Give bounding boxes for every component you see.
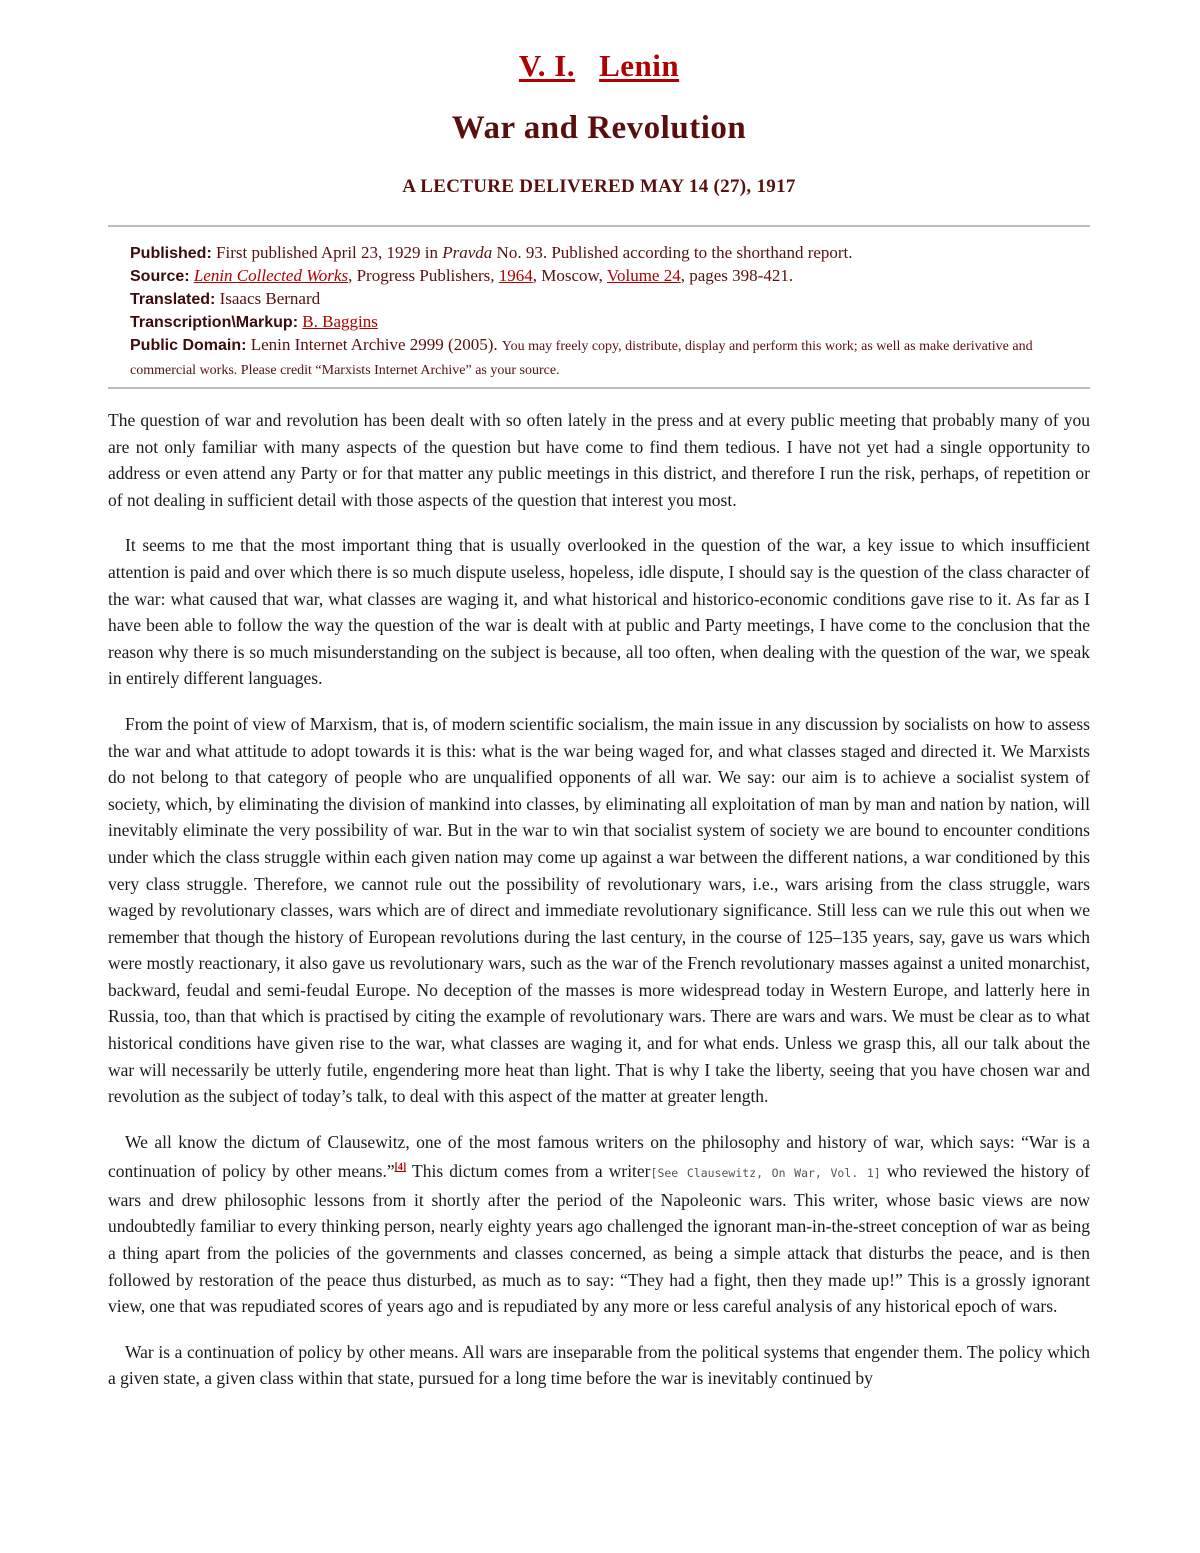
author-first-link[interactable]: V. I.	[518, 48, 576, 83]
markup-link[interactable]: B. Baggins	[302, 312, 378, 331]
document-page	[108, 0, 1090, 1392]
source-text-3: , pages 398-421.	[680, 266, 794, 285]
divider-bottom	[108, 387, 1090, 389]
p4-text-a: We all know the dictum of Clausewitz, one of the most famous writers on the philosophy and history of war, which says: “War is a continuation of policy by other means.”	[108, 1131, 1090, 1182]
translated-line	[130, 288, 1090, 311]
public-domain-notice: You may freely copy, distribute, display and perform this work; as well as make derivative and commercial works. Please credit “Marxists Internet Archive” as your source.	[130, 339, 1033, 378]
publication-info	[108, 227, 1090, 382]
markup-line	[130, 311, 1090, 334]
year-link[interactable]: 1964	[498, 266, 533, 285]
body-paragraph-5: War is a continuation of policy by other means. All wars are inseparable from the political systems that engender them. The policy which a given state, a given class within that state, pursued for a long time before the war is inevitably continued by	[108, 1341, 1090, 1389]
footnote-link[interactable]: [4]	[394, 1162, 407, 1174]
volume-link[interactable]: Volume 24	[606, 266, 681, 285]
translated-label: Translated:	[130, 291, 216, 308]
body-paragraph-2: It seems to me that the most important thing that is usually overlooked in the question of the war, a key issue to which insufficient attention is paid and over which there is so much dispute useless, hopeless, idle dispute, I should say is the question of the class character of the war: what caused that war, what classes are waging it, and what historical and historico-economic conditions gave rise to it. As far as I have been able to follow the way the question of the war is dealt with at public and Party meetings, I have come to the conclusion that the reason why there is so much misunderstanding on the subject is because, all too often, when dealing with the question of the war, we speak in entirely different languages.	[108, 535, 1090, 689]
collected-works-link[interactable]: Lenin Collected Works	[193, 266, 349, 285]
published-text: First published April 23, 1929 in	[211, 243, 443, 262]
body-paragraph-3: From the point of view of Marxism, that is, of modern scientific socialism, the main issue in any discussion by socialists on how to assess the war and what attitude to adopt towards it is this: what is the war being waged for, and what classes staged and directed it. We Marxists do not belong to that category of people who are unqualified opponents of all war. We say: our aim is to achieve a socialist system of society, which, by eliminating the division of mankind into classes, by eliminating all exploitation of man by man and nation by nation, will inevitably eliminate the very possibility of war. But in the war to win that socialist system of society we are bound to encounter conditions under which the class struggle within each given nation may come up against a war between the different nations, a war conditioned by this very class struggle. Therefore, we cannot rule out the possibility of revolutionary wars, i.e., wars arising from the class struggle, wars waged by revolutionary classes, wars which are of direct and immediate revolutionary significance. Still less can we rule this out when we remember that though the history of European revolutions during the last century, in the course of 125–135 years, say, gave us wars which were mostly reactionary, it also gave us revolutionary wars, such as the war of the French revolutionary masses against a united monarchist, backward, feudal and semi-feudal Europe. No deception of the masses is more widespread today in Western Europe, and latterly here in Russia, too, than that which is practised by citing the example of revolutionary wars. There are wars and wars. We must be clear as to what historical conditions have given rise to the war, what classes are waging it, and for what ends. Unless we grasp this, all our talk about the war will necessarily be utterly futile, engendering more heat than light. That is why I take the liberty, seeing that you have chosen war and revolution as the subject of today’s talk, to deal with this aspect of the matter at greater length.	[108, 713, 1090, 1107]
page-subtitle: A LECTURE DELIVERED MAY 14 (27), 1917	[402, 176, 796, 197]
published-line	[130, 242, 1090, 265]
source-line	[130, 265, 1090, 288]
published-label: Published:	[130, 245, 212, 262]
public-domain-value: Lenin Internet Archive 2999 (2005).	[246, 335, 502, 354]
p4-text-b: This dictum comes from a writer	[406, 1161, 651, 1182]
editor-note: [See Clausewitz, On War, Vol. 1]	[650, 1166, 881, 1181]
page-title: War and Revolution	[451, 110, 747, 146]
public-domain-label: Public Domain:	[130, 337, 247, 354]
markup-label: Transcription\Markup:	[130, 314, 299, 331]
source-text-2: , Moscow,	[532, 266, 607, 285]
body-paragraph-4	[108, 1129, 1090, 1320]
author-heading	[108, 48, 1090, 84]
source-label: Source:	[130, 268, 190, 285]
public-domain-line	[130, 334, 1090, 382]
published-text-post: No. 93. Published according to the shorthand report.	[492, 243, 853, 262]
published-italic: Pravda	[442, 243, 493, 262]
source-text-1: , Progress Publishers,	[348, 266, 499, 285]
author-last-link[interactable]: Lenin	[599, 48, 680, 83]
body-paragraph-1: The question of war and revolution has been dealt with so often lately in the press and at every public meeting that probably many of you are not only familiar with many aspects of the question but have come to find them tedious. I have not yet had a single opportunity to address or even attend any Party or for that matter any public meetings in this district, and therefore I run the risk, perhaps, of repetition or of not dealing in sufficient detail with those aspects of the question that interest you most.	[108, 410, 1090, 510]
p4-text-c: who reviewed the history of wars and drew philosophic lessons from it shortly after the period of the Napoleonic wars. This writer, whose basic views are now undoubtedly familiar to every thinking person, nearly eighty years ago challenged the ignorant man-in-the-street conception of war as being a thing apart from the policies of the governments and classes concerned, as being a simple attack that disturbs the peace, and is then followed by restoration of the peace thus disturbed, as much as to say: “They had a fight, then they made up!” This is a grossly ignorant view, one that was repudiated scores of years ago and is repudiated by any more or less careful analysis of any historical epoch of wars.	[108, 1161, 1090, 1317]
translated-value: Isaacs Bernard	[215, 289, 321, 308]
